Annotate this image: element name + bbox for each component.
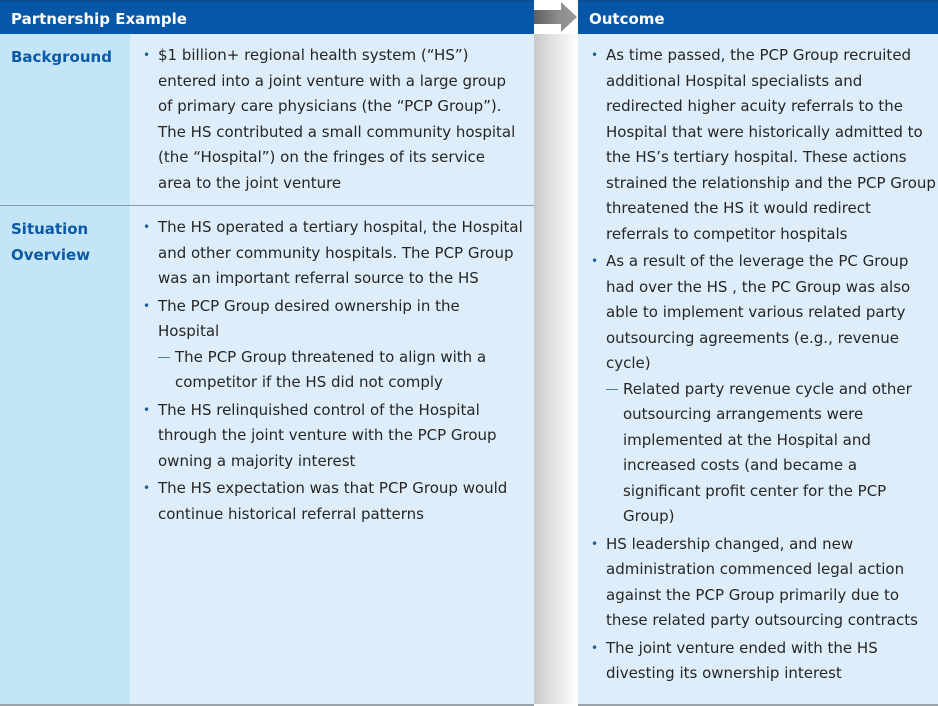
- gap-shadow-strip: [534, 34, 578, 704]
- bullet-icon: •: [143, 298, 151, 313]
- outcome-panel: [578, 0, 938, 706]
- background-row: [0, 34, 534, 206]
- background-content: [143, 43, 523, 198]
- right-arrow-icon: [534, 1, 578, 33]
- partnership-example-header: Partnership Example: [0, 0, 534, 34]
- outcome-bullet: [591, 532, 936, 634]
- bullet-text: As a result of the leverage the PC Group had over the HS , the PC Group was also able to implement various related party outsourcing agreements (e.g., revenue cycle): [606, 252, 911, 372]
- bullet-text: As time passed, the PCP Group recruited additional Hospital specialists and redirected higher acuity referrals to the Hospital that were historically admitted to the HS’s tertiary hospital. These actions strained the relationship and the PCP Group threatened the HS it would redirect referrals to competitor hospitals: [606, 46, 936, 243]
- bullet-text: The HS expectation was that PCP Group would continue historical referral patterns: [158, 479, 508, 523]
- bullet-text: The HS relinquished control of the Hospital through the joint venture with the PCP Group owning a majority interest: [158, 400, 497, 470]
- dash-icon: [158, 357, 170, 358]
- bullet-icon: •: [591, 254, 599, 268]
- sub-bullet-text: The PCP Group threatened to align with a competitor if the HS did not comply: [175, 347, 487, 391]
- situation-sub-bullet: [158, 345, 523, 396]
- outcome-content: [591, 43, 936, 689]
- situation-bullet: [143, 294, 523, 396]
- background-bullet: [143, 43, 523, 196]
- situation-overview-row: [0, 206, 534, 704]
- bullet-text: HS leadership changed, and new administration commenced legal action against the PCP Group primarily due to these related party outsourcing contracts: [606, 534, 918, 629]
- background-label: Background: [11, 48, 112, 66]
- bullet-text: The joint venture ended with the HS divesting its ownership interest: [606, 638, 878, 682]
- bullet-text: The PCP Group desired ownership in the Hospital: [158, 296, 460, 340]
- bullet-icon: •: [143, 48, 151, 62]
- outcome-body: [578, 34, 938, 704]
- situation-overview-label: Situation Overview: [11, 220, 91, 264]
- situation-overview-content: [143, 215, 523, 529]
- outcome-bullet: [591, 249, 936, 530]
- bullet-icon: •: [591, 48, 599, 62]
- situation-bullet: [143, 398, 523, 475]
- outcome-bullet: [591, 636, 936, 687]
- bullet-icon: •: [143, 402, 151, 417]
- sub-bullet-text: Related party revenue cycle and other outsourcing arrangements were implemented at the Hospital and increased costs (and became a significant profit center for the PCP Group): [623, 379, 912, 525]
- bullet-icon: •: [591, 640, 599, 655]
- outcome-bullet: [591, 43, 936, 247]
- bullet-text: The HS operated a tertiary hospital, the Hospital and other community hospitals. The PCP Group was an important referral source to the HS: [158, 218, 523, 287]
- outcome-header: Outcome: [578, 0, 938, 34]
- bullet-icon: •: [143, 220, 151, 234]
- bullet-text: $1 billion+ regional health system (“HS”) entered into a joint venture with a large group of primary care physicians (the “PCP Group”). The HS contributed a small community hospital (the “Hospital”) on the fringes of its service area to the joint venture: [158, 46, 516, 192]
- outcome-sub-bullet: [606, 377, 936, 530]
- situation-bullet: [143, 476, 523, 527]
- dash-icon: [606, 389, 618, 390]
- situation-bullet: [143, 215, 523, 292]
- bullet-icon: •: [143, 481, 151, 495]
- bullet-icon: •: [591, 536, 599, 551]
